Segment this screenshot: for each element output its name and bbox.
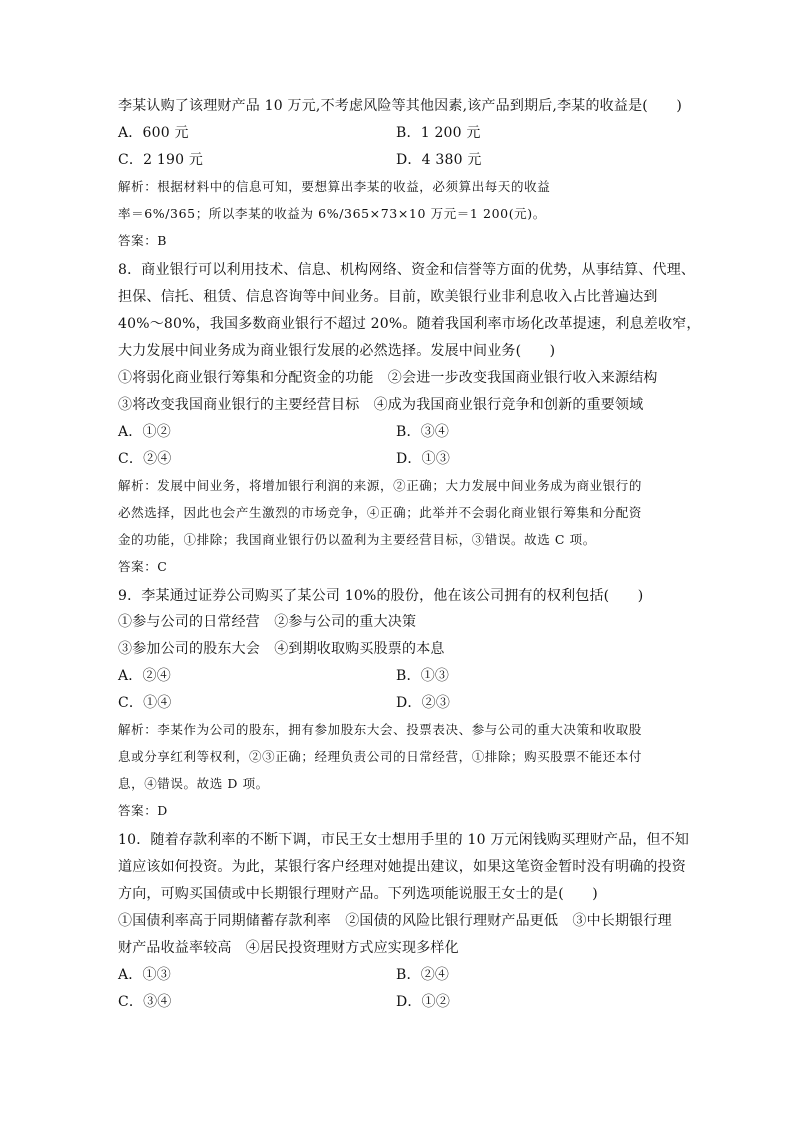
q10-option-c: C．③④ xyxy=(118,994,172,1010)
q8-statement-line-2: ③将改变我国商业银行的主要经营目标 ④成为我国商业银行竞争和创新的重要领域 xyxy=(118,397,644,413)
q7-explanation-line-2: 率＝6%/365；所以李某的收益为 6%/365×73×10 万元＝1 200(元)。 xyxy=(118,206,546,221)
q10-stem-line-3: 方向，可购买国债或中长期银行理财产品。下列选项能说服王女士的是( ) xyxy=(118,886,598,902)
q10-stem-line-1: 10．随着存款利率的不断下调，市民王女士想用手里的 10 万元闲钱购买理财产品，但不知 xyxy=(118,832,690,848)
q8-answer: 答案：C xyxy=(118,559,168,574)
q10-option-b: B．②④ xyxy=(396,967,450,983)
q10-stem-line-2: 道应该如何投资。为此，某银行客户经理对她提出建议，如果这笔资金暂时没有明确的投资 xyxy=(118,859,686,875)
q7-option-c: C．2 190 元 xyxy=(118,152,204,168)
q8-option-a: A．①② xyxy=(118,424,171,440)
q8-explanation-line-3: 金的功能，①排除；我国商业银行仍以盈利为主要经营目标，③错误。故选 C 项。 xyxy=(118,532,596,547)
q7-answer: 答案：B xyxy=(118,233,168,248)
q9-explanation-line-2: 息或分享红利等权利，②③正确；经理负责公司的日常经营，①排除；购买股票不能还本付 xyxy=(118,749,643,764)
q8-stem-line-1: 8．商业银行可以利用技术、信息、机构网络、资金和信誉等方面的优势，从事结算、代理、 xyxy=(118,262,696,278)
q10-statement-line-1: ①国债利率高于同期储蓄存款利率 ②国债的风险比银行理财产品更低 ③中长期银行理 xyxy=(118,913,672,929)
q8-statement-line-1: ①将弱化商业银行筹集和分配资金的功能 ②会进一步改变我国商业银行收入来源结构 xyxy=(118,370,658,386)
q8-explanation-line-1: 解析：发展中间业务，将增加银行利润的来源，②正确；大力发展中间业务成为商业银行的 xyxy=(118,478,643,493)
q9-explanation-line-1: 解析：李某作为公司的股东，拥有参加股东大会、投票表决、参与公司的重大决策和收取股 xyxy=(118,722,643,737)
q7-explanation-line-1: 解析：根据材料中的信息可知，要想算出李某的收益，必须算出每天的收益 xyxy=(118,179,551,194)
q9-option-a: A．②④ xyxy=(118,668,171,684)
q10-option-d: D．①② xyxy=(396,994,451,1010)
q8-stem-line-3: 40%～80%，我国多数商业银行不超过 20%。随着我国利率市场化改革提速，利息差收窄， xyxy=(118,316,701,332)
q8-stem-line-2: 担保、信托、租赁、信息咨询等中间业务。目前，欧美银行业非利息收入占比普遍达到 xyxy=(118,289,658,305)
q9-option-b: B．①③ xyxy=(396,668,450,684)
q10-option-a: A．①③ xyxy=(118,967,171,983)
q7-stem: 李某认购了该理财产品 10 万元,不考虑风险等其他因素,该产品到期后,李某的收益是( ) xyxy=(118,98,682,114)
q9-option-c: C．①④ xyxy=(118,695,172,711)
q8-option-b: B．③④ xyxy=(396,424,450,440)
q8-option-c: C．②④ xyxy=(118,451,172,467)
q7-option-d: D．4 380 元 xyxy=(396,152,482,168)
q9-option-d: D．②③ xyxy=(396,695,451,711)
q9-statement-line-2: ③参加公司的股东大会 ④到期收取购买股票的本息 xyxy=(118,641,445,657)
q9-explanation-line-3: 息，④错误。故选 D 项。 xyxy=(118,776,269,791)
q7-option-b: B．1 200 元 xyxy=(396,125,481,141)
q8-option-d: D．①③ xyxy=(396,451,451,467)
q9-statement-line-1: ①参与公司的日常经营 ②参与公司的重大决策 xyxy=(118,614,417,630)
q7-option-a: A．600 元 xyxy=(118,125,189,141)
q8-stem-line-4: 大力发展中间业务成为商业银行发展的必然选择。发展中间业务( ) xyxy=(118,343,556,359)
q9-stem: 9．李某通过证券公司购买了某公司 10%的股份，他在该公司拥有的权利包括( ) xyxy=(118,588,644,604)
q9-answer: 答案：D xyxy=(118,803,168,818)
q10-statement-line-2: 财产品收益率较高 ④居民投资理财方式应实现多样化 xyxy=(118,940,459,956)
q8-explanation-line-2: 必然选择，因此也会产生激烈的市场竞争，④正确；此举并不会弱化商业银行筹集和分配资 xyxy=(118,505,643,520)
